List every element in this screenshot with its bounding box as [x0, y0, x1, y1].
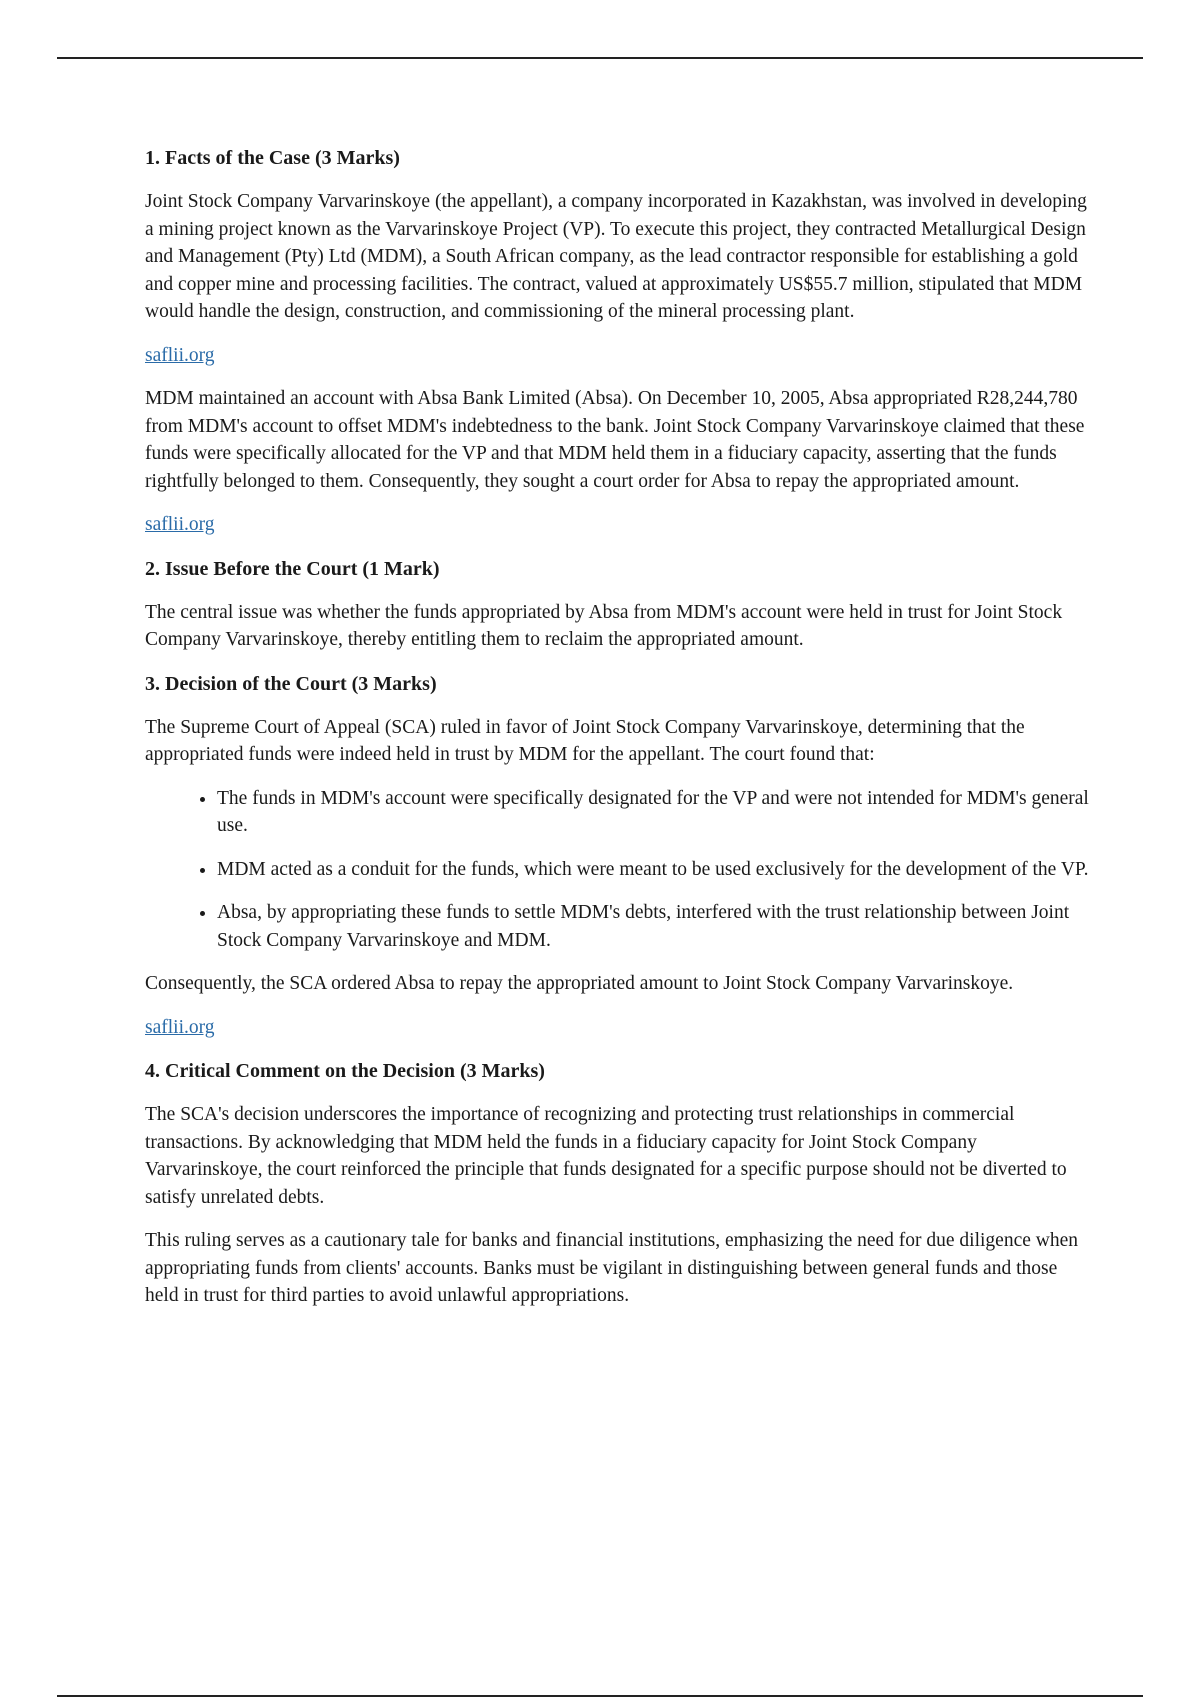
issue-paragraph: The central issue was whether the funds appropriated by Absa from MDM's account were held in trust for Joint Stock Company Varvarinskoye, thereby entitling them to reclaim the appropriated amount. [145, 601, 1063, 650]
section-heading-issue: 2. Issue Before the Court (1 Mark) [145, 557, 440, 580]
footer-rule [57, 1695, 1143, 1697]
decision-paragraph-1: The Supreme Court of Appeal (SCA) ruled in favor of Joint Stock Company Varvarinskoye, determining that the appropriated funds were indeed held in trust by MDM for the appellant. The court found that: [145, 716, 1025, 765]
facts-paragraph-2: MDM maintained an account with Absa Bank Limited (Absa). On December 10, 2005, Absa appropriated R28,244,780 from MDM's account to offset MDM's indebtedness to the bank. Joint Stock Company Varvarinskoye claimed that these funds were specifically allocated for the VP and that MDM held them in a fiduciary capacity, asserting that the funds rightfully belonged to them. Consequently, they sought a court order for Absa to repay the appropriated amount. [145, 388, 1085, 492]
facts-paragraph-1: Joint Stock Company Varvarinskoye (the appellant), a company incorporated in Kazakhstan, was involved in developing a mining project known as the Varvarinskoye Project (VP). To execute this project, they contracted Metallurgical Design and Management (Pty) Ltd (MDM), a South African company, as the lead contractor responsible for establishing a gold and copper mine and processing facilities. The contract, valued at approximately US$55.7 million, stipulated that MDM would handle the design, construction, and commissioning of the mineral processing plant. [145, 191, 1087, 322]
comment-paragraph-1: The SCA's decision underscores the importance of recognizing and protecting trust relationships in commercial transactions. By acknowledging that MDM held the funds in a fiduciary capacity for Joint Stock Company Varvarinskoye, the court reinforced the principle that funds designated for a specific purpose should not be diverted to satisfy unrelated debts. [145, 1104, 1067, 1208]
section-heading-comment: 4. Critical Comment on the Decision (3 Marks) [145, 1060, 545, 1082]
source-link-saflii[interactable]: saflii.org [145, 1016, 215, 1038]
decision-findings-list [145, 785, 1095, 955]
list-item: • Absa, by appropriating these funds to settle MDM's debts, interfered with the trust relationship between Joint Stock Company Varvarinskoye and MDM. [217, 899, 1095, 954]
decision-paragraph-2: Consequently, the SCA ordered Absa to repay the appropriated amount to Joint Stock Company Varvarinskoye. [145, 973, 1014, 994]
source-link-saflii[interactable]: saflii.org [145, 344, 215, 366]
comment-paragraph-2: This ruling serves as a cautionary tale for banks and financial institutions, emphasizing the need for due diligence when appropriating funds from clients' accounts. Banks must be vigilant in distinguishing between general funds and those held in trust for third parties to avoid unlawful appropriations. [145, 1230, 1079, 1306]
list-item: • The funds in MDM's account were specifically designated for the VP and were not intended for MDM's general use. [217, 785, 1095, 840]
list-item: • MDM acted as a conduit for the funds, which were meant to be used exclusively for the development of the VP. [217, 856, 1095, 884]
section-heading-decision: 3. Decision of the Court (3 Marks) [145, 672, 437, 695]
source-link-saflii[interactable]: saflii.org [145, 514, 215, 535]
header-rule [57, 57, 1143, 59]
section-heading-facts: 1. Facts of the Case (3 Marks) [145, 147, 400, 169]
document-body [145, 144, 1095, 1326]
